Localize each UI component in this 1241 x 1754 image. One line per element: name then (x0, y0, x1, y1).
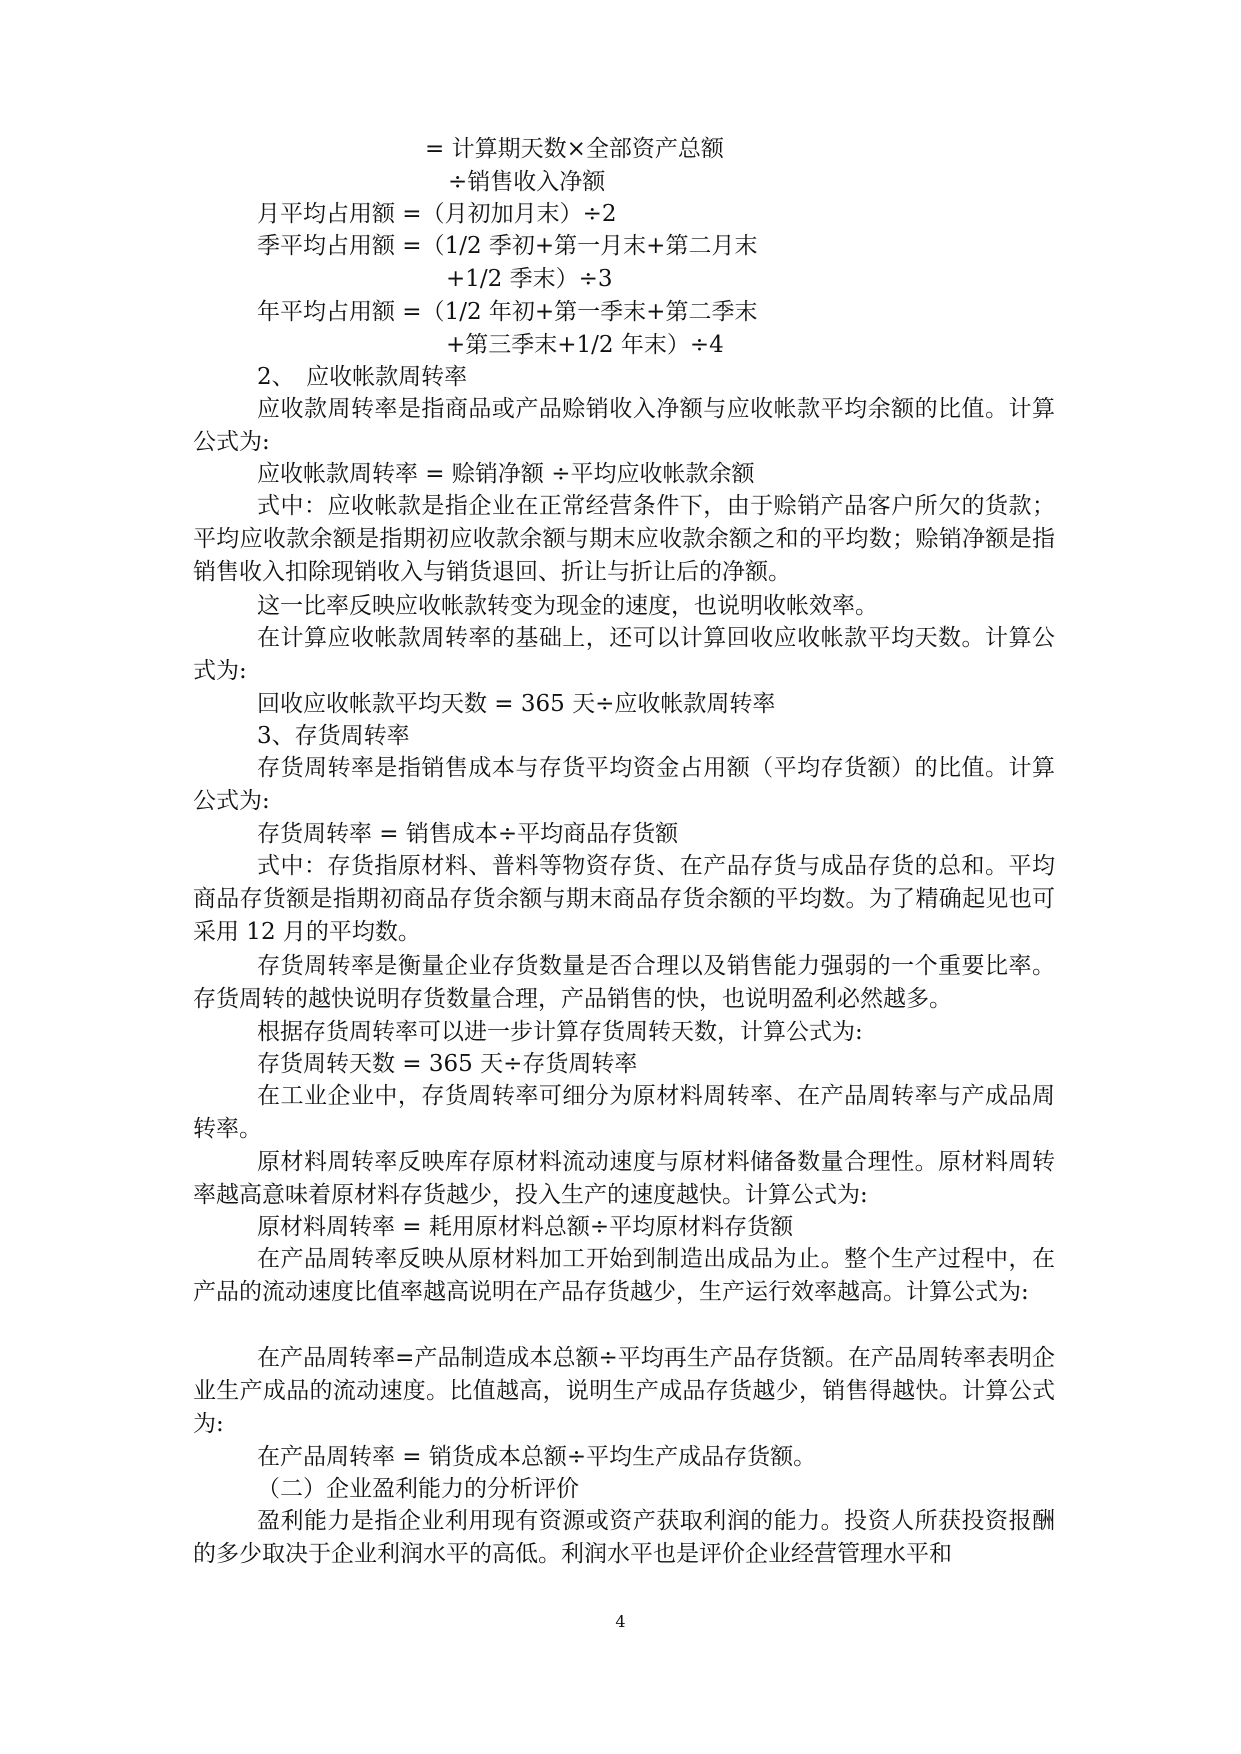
formula-line: 回收应收帐款平均天数 = 365 天÷应收帐款周转率 (257, 691, 776, 717)
paragraph: 根据存货周转率可以进一步计算存货周转天数，计算公式为: (257, 1019, 863, 1045)
paragraph: 式中：应收帐款是指企业在正常经营条件下，由于赊销产品客户所欠的货款；平均应收款余额是指期初应收款余额与期末应收款余额之和的平均数；赊销净额是指销售收入扣除现销收入与销货退回、折让与折让后的净额。 (193, 493, 1055, 585)
formula-line: 原材料周转率 = 耗用原材料总额÷平均原材料存货额 (257, 1214, 794, 1240)
formula-line: 月平均占用额 =（月初加月末）÷2 (257, 201, 617, 227)
section-heading: （二）企业盈利能力的分析评价 (257, 1476, 579, 1502)
formula-line: 存货周转天数 = 365 天÷存货周转率 (257, 1051, 638, 1077)
paragraph: 盈利能力是指企业利用现有资源或资产获取利润的能力。投资人所获投资报酬的多少取决于企业利润水平的高低。利润水平也是评价企业经营管理水平和 (193, 1508, 1055, 1567)
paragraph: 应收款周转率是指商品或产品赊销收入净额与应收帐款平均余额的比值。计算公式为: (193, 396, 1055, 455)
page-number: 4 (615, 1612, 626, 1631)
paragraph: 原材料周转率反映库存原材料流动速度与原材料储备数量合理性。原材料周转率越高意味着原材料存货越少，投入生产的速度越快。计算公式为: (193, 1149, 1055, 1208)
paragraph: 存货周转率是衡量企业存货数量是否合理以及销售能力强弱的一个重要比率。存货周转的越快说明存货数量合理，产品销售的快，也说明盈利必然越多。 (193, 953, 1055, 1012)
formula-line: 年平均占用额 =（1/2 年初+第一季末+第二季末 (257, 299, 758, 325)
formula-line: 在产品周转率 = 销货成本总额÷平均生产成品存货额。 (257, 1444, 817, 1470)
paragraph: 在工业企业中，存货周转率可细分为原材料周转率、在产品周转率与产成品周转率。 (193, 1083, 1055, 1142)
formula-line: = 计算期天数×全部资产总额 (425, 136, 724, 162)
paragraph: 在产品周转率=产品制造成本总额÷平均再生产品存货额。在产品周转率表明企业生产成品的流动速度。比值越高，说明生产成品存货越少，销售得越快。计算公式为: (193, 1345, 1055, 1437)
formula-line: +1/2 季末）÷3 (446, 266, 613, 292)
paragraph: 式中：存货指原材料、普料等物资存货、在产品存货与成品存货的总和。平均商品存货额是指期初商品存货余额与期末商品存货余额的平均数。为了精确起见也可采用 12 月的平均数。 (193, 853, 1055, 945)
paragraph: 在计算应收帐款周转率的基础上，还可以计算回收应收帐款平均天数。计算公式为: (193, 625, 1055, 684)
formula-line: 存货周转率 = 销售成本÷平均商品存货额 (257, 821, 679, 847)
formula-line: ÷销售收入净额 (448, 169, 606, 195)
formula-line: 季平均占用额 =（1/2 季初+第一月末+第二月末 (257, 233, 758, 259)
section-heading: 2、 应收帐款周转率 (257, 364, 468, 390)
formula-line: +第三季末+1/2 年末）÷4 (446, 332, 724, 358)
paragraph: 在产品周转率反映从原材料加工开始到制造出成品为止。整个生产过程中，在产品的流动速度比值率越高说明在产品存货越少，生产运行效率越高。计算公式为: (193, 1246, 1055, 1305)
section-heading: 3、存货周转率 (257, 723, 410, 749)
paragraph: 这一比率反映应收帐款转变为现金的速度，也说明收帐效率。 (257, 593, 878, 619)
paragraph: 存货周转率是指销售成本与存货平均资金占用额（平均存货额）的比值。计算公式为: (193, 755, 1055, 814)
formula-line: 应收帐款周转率 = 赊销净额 ÷平均应收帐款余额 (257, 461, 755, 487)
